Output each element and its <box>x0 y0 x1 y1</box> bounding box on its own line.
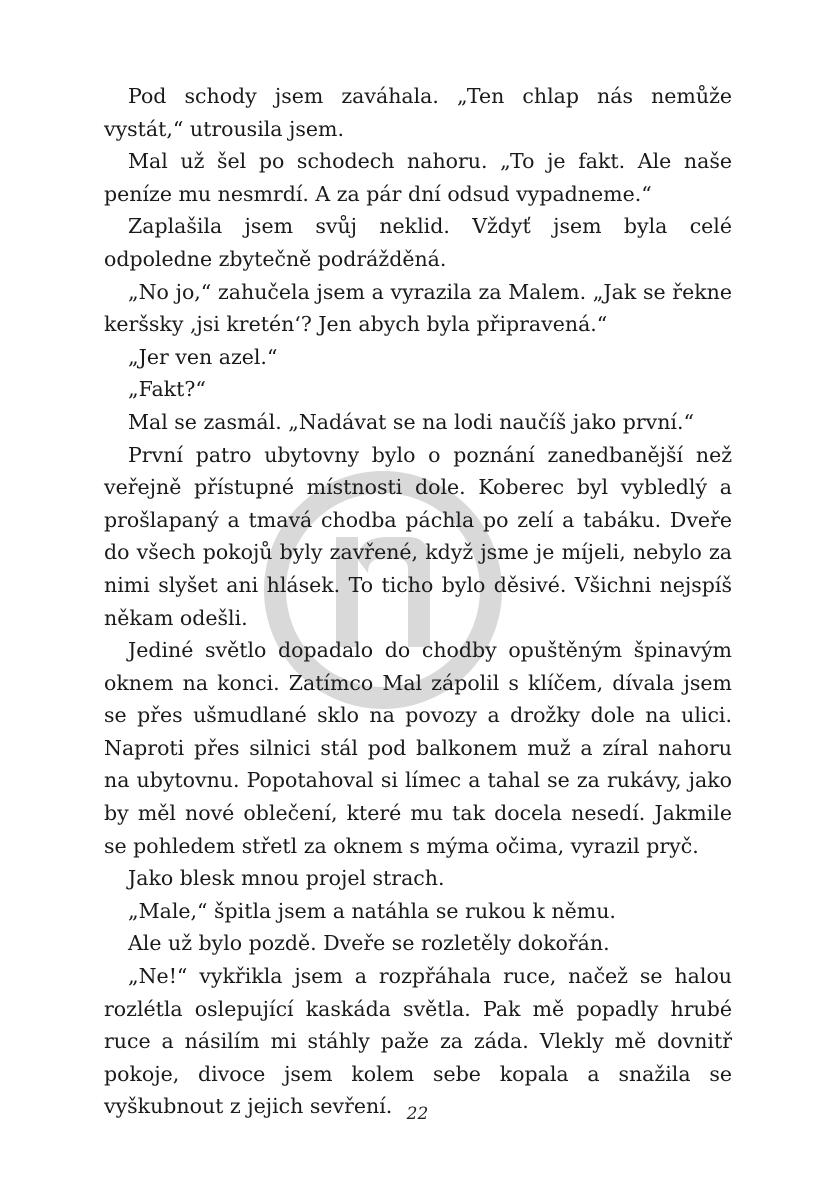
paragraph: Jako blesk mnou projel strach. <box>128 866 445 891</box>
paragraph: První patro ubytovny bylo o poznání zanedbanější než veřejně přístupné místnosti dole. Koberec byl vybledlý a prošlapaný a tmavá chodba páchla po zelí a tabáku. Dveře do všech pokojů byly zavřené, když jsme je míjeli, nebylo za nimi slyšet ani hlásek. To ticho bylo děsivé. Všichni nejspíš někam odešli. <box>104 442 732 630</box>
paragraph: Jediné světlo dopadalo do chodby opuštěným špinavým oknem na konci. Zatímco Mal zápolil s klíčem, dívala jsem se přes ušmudlané sklo na povozy a drožky dole na ulici. Naproti přes silnici stál pod balkonem muž a zíral nahoru na ubytovnu. Popotahoval si límec a tahal se za rukávy, jako by měl nové oblečení, které mu tak docela nesedí. Jakmile se pohledem střetl za oknem s mýma očima, vyrazil pryč. <box>104 638 732 858</box>
paragraph: „Fakt?“ <box>128 377 206 402</box>
paragraph: Pod schody jsem zaváhala. „Ten chlap nás nemůže vystát,“ utrousila jsem. <box>104 84 732 141</box>
paragraph: Ale už bylo pozdě. Dveře se rozletěly dokořán. <box>128 931 610 956</box>
paragraph: „Ne!“ vykřikla jsem a rozpřáhala ruce, načež se halou rozlétla oslepující kaskáda světla. Pak mě popadly hrubé ruce a násilím mi stáhly paže za záda. Vlekly mě dovnitř pokoje, divoce jsem kolem sebe kopala a snažila se vyškubnout z jejich sevření. <box>104 964 732 1119</box>
paragraph: „Jer ven azel.“ <box>128 344 278 369</box>
paragraph: „No jo,“ zahučela jsem a vyrazila za Malem. „Jak se řekne keršsky ‚jsi kretén‘? Jen abych byla připravená.“ <box>104 279 732 337</box>
book-page-text <box>104 80 732 1123</box>
paragraph: Mal se zasmál. „Nadávat se na lodi naučíš jako první.“ <box>128 409 694 434</box>
paragraph: „Male,“ špitla jsem a natáhla se rukou k němu. <box>128 898 616 923</box>
paragraph: Mal už šel po schodech nahoru. „To je fakt. Ale naše peníze mu nesmrdí. A za pár dní odsud vypadneme.“ <box>104 149 732 206</box>
page-number: 22 <box>406 1104 429 1124</box>
paragraph: Zaplašila jsem svůj neklid. Vždyť jsem byla celé odpoledne zbytečně podrážděná. <box>104 214 732 271</box>
